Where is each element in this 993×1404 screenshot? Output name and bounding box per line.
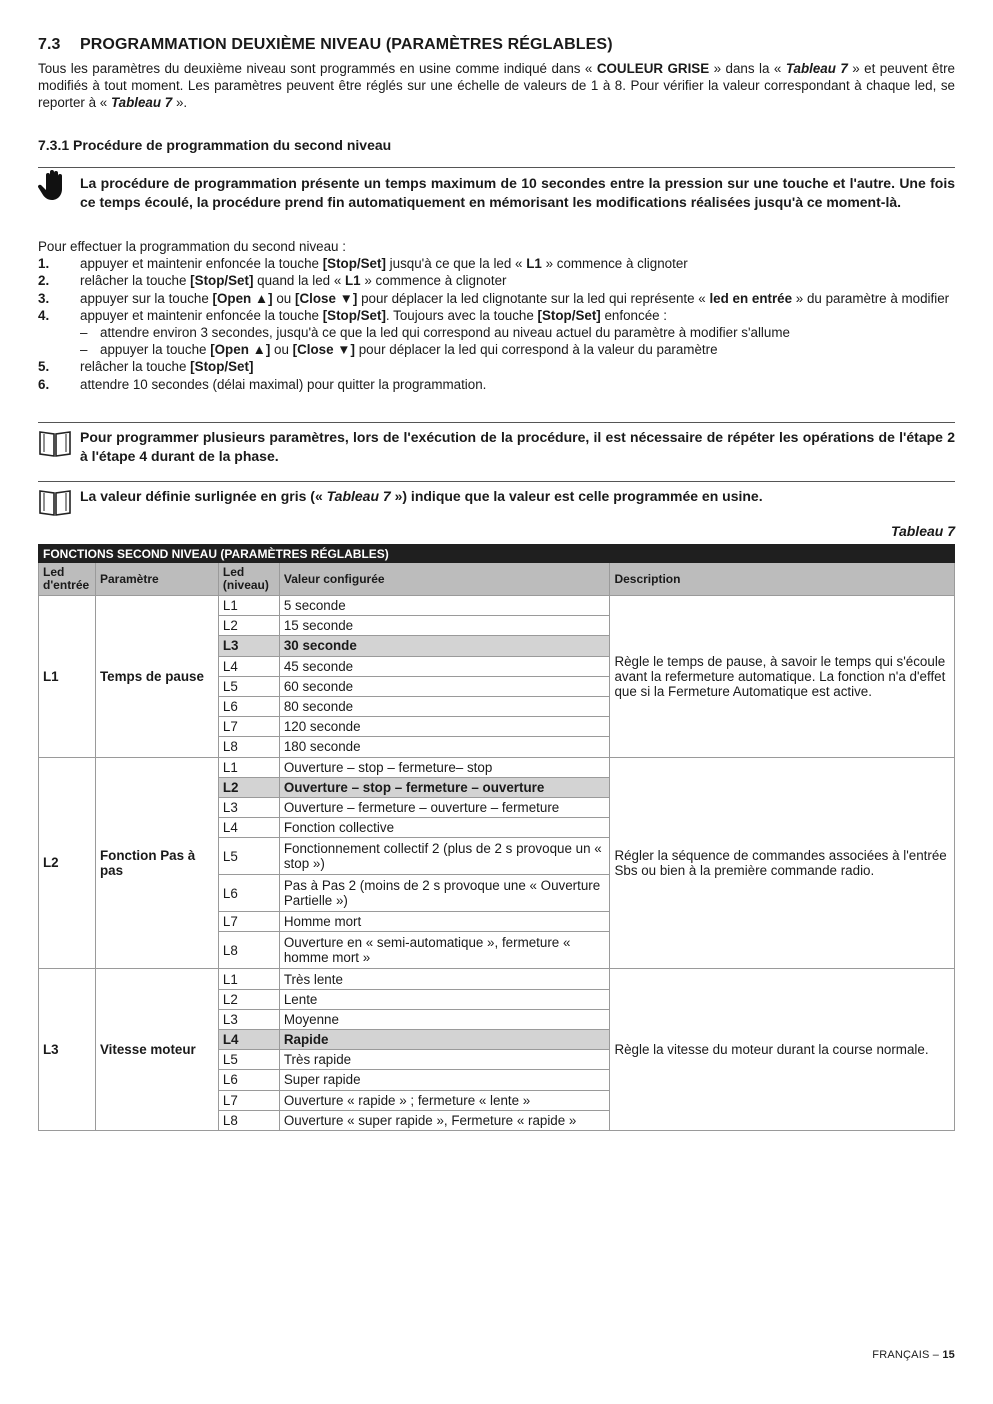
description-cell: Règle le temps de pause, à savoir le temps qui s'écoule avant la refermeture automatique. La fonction n'a d'effet que si la Fermeture Automatique est active.	[610, 596, 955, 758]
book-note-text: La valeur définie surlignée en gris (« Tableau 7 ») indique que la valeur est celle programmée en usine.	[80, 488, 763, 504]
section-number: 7.3	[38, 36, 61, 53]
level-led-cell: L3	[218, 1009, 279, 1029]
footer-language: FRANÇAIS –	[872, 1349, 943, 1361]
table-reference: Tableau 7	[785, 61, 848, 76]
level-led-cell: L3	[218, 636, 279, 656]
intro-text: ».	[172, 95, 188, 110]
value-cell: 120 seconde	[279, 717, 610, 737]
level-led-cell: L3	[218, 797, 279, 817]
header-param: Paramètre	[95, 563, 218, 596]
step-3: 3. appuyer sur la touche [Open ▲] ou [Close ▼] pour déplacer la led clignotante sur la led qui représente « led en entrée » du paramètre à modifier	[38, 290, 950, 306]
step-4-sub-b: – appuyer la touche [Open ▲] ou [Close ▼] pour déplacer la led qui correspond à la valeur du paramètre	[80, 342, 718, 358]
subsection-heading	[38, 137, 391, 153]
step-4: 4. appuyer et maintenir enfoncée la touche [Stop/Set]. Toujours avec la touche [Stop/Set] enfoncée :	[38, 307, 668, 323]
subsection-number: 7.3.1	[38, 137, 70, 153]
table-row	[39, 596, 955, 616]
input-led-cell: L1	[39, 596, 96, 758]
parameter-cell: Temps de pause	[95, 596, 218, 758]
table-title: FONCTIONS SECOND NIVEAU (PARAMÈTRES RÉGLABLES)	[39, 545, 955, 563]
level-led-cell: L5	[218, 676, 279, 696]
intro-paragraph	[38, 60, 955, 111]
level-led-cell: L7	[218, 912, 279, 932]
input-led-cell: L2	[39, 757, 96, 969]
book-note-text: Pour programmer plusieurs paramètres, lors de l'exécution de la procédure, il est nécessaire de répéter les opérations de l'étape 2 à l'étape 4 durant de la phase.	[80, 429, 955, 464]
step-number: 4.	[38, 307, 50, 323]
value-cell: 30 seconde	[279, 636, 610, 656]
section-heading	[38, 36, 613, 54]
description-cell: Régler la séquence de commandes associées à l'entrée Sbs ou bien à la première commande radio.	[610, 757, 955, 969]
value-cell: 80 seconde	[279, 696, 610, 716]
level-led-cell: L4	[218, 1030, 279, 1050]
page-footer	[872, 1349, 955, 1361]
level-led-cell: L4	[218, 656, 279, 676]
intro-bold: COULEUR GRISE	[596, 61, 710, 76]
intro-text: » dans la «	[709, 61, 786, 76]
value-cell: 5 seconde	[279, 596, 610, 616]
parameter-cell: Vitesse moteur	[95, 969, 218, 1131]
value-cell: Fonction collective	[279, 818, 610, 838]
book-icon	[38, 485, 72, 519]
input-led-cell: L3	[39, 969, 96, 1131]
value-cell: Homme mort	[279, 912, 610, 932]
parameters-table	[38, 544, 955, 1131]
level-led-cell: L1	[218, 969, 279, 989]
value-cell: Très rapide	[279, 1050, 610, 1070]
parameter-cell: Fonction Pas à pas	[95, 757, 218, 969]
value-cell: Ouverture – stop – fermeture – ouverture	[279, 777, 610, 797]
subsection-title: Procédure de programmation du second niveau	[73, 137, 392, 153]
header-value: Valeur configurée	[279, 563, 610, 596]
intro-text: Tous les paramètres du deuxième niveau sont programmés en usine comme indiqué dans «	[38, 61, 597, 76]
step-number: 6.	[38, 376, 50, 392]
description-cell: Règle la vitesse du moteur durant la course normale.	[610, 969, 955, 1131]
level-led-cell: L2	[218, 989, 279, 1009]
value-cell: Ouverture – fermeture – ouverture – fermeture	[279, 797, 610, 817]
header-description: Description	[610, 563, 955, 596]
divider	[38, 167, 955, 168]
table-caption: Tableau 7	[890, 523, 955, 539]
value-cell: 180 seconde	[279, 737, 610, 757]
step-number: 3.	[38, 290, 50, 306]
value-cell: 60 seconde	[279, 676, 610, 696]
level-led-cell: L6	[218, 875, 279, 912]
step-1: 1. appuyer et maintenir enfoncée la touche [Stop/Set] jusqu'à ce que la led « L1 » commence à clignoter	[38, 256, 688, 272]
step-6: 6. attendre 10 secondes (délai maximal) pour quitter la programmation.	[38, 376, 487, 392]
divider	[38, 422, 955, 423]
divider	[38, 481, 955, 482]
level-led-cell: L5	[218, 1050, 279, 1070]
step-5: 5. relâcher la touche [Stop/Set]	[38, 359, 254, 375]
steps-list	[38, 238, 955, 393]
section-title: PROGRAMMATION DEUXIÈME NIVEAU (PARAMÈTRES RÉGLABLES)	[80, 36, 613, 53]
level-led-cell: L6	[218, 1070, 279, 1090]
step-2: 2. relâcher la touche [Stop/Set] quand la led « L1 » commence à clignoter	[38, 273, 507, 289]
step-number: 1.	[38, 256, 50, 272]
steps-intro: Pour effectuer la programmation du second niveau :	[38, 239, 346, 254]
value-cell: Ouverture « super rapide », Fermeture « rapide »	[279, 1110, 610, 1130]
level-led-cell: L8	[218, 1110, 279, 1130]
value-cell: 15 seconde	[279, 616, 610, 636]
table-body	[39, 596, 955, 1131]
step-number: 2.	[38, 273, 50, 289]
table-row	[39, 757, 955, 777]
value-cell: Fonctionnement collectif 2 (plus de 2 s provoque un « stop »)	[279, 838, 610, 875]
value-cell: Super rapide	[279, 1070, 610, 1090]
value-cell: Lente	[279, 989, 610, 1009]
level-led-cell: L1	[218, 757, 279, 777]
value-cell: 45 seconde	[279, 656, 610, 676]
step-4-sub-a: – attendre environ 3 secondes, jusqu'à ce que la led qui correspond au niveau actuel du paramètre à modifier s'allume	[80, 325, 790, 341]
header-led-level: Led (niveau)	[218, 563, 279, 596]
level-led-cell: L8	[218, 932, 279, 969]
level-led-cell: L1	[218, 596, 279, 616]
level-led-cell: L2	[218, 616, 279, 636]
value-cell: Rapide	[279, 1030, 610, 1050]
level-led-cell: L5	[218, 838, 279, 875]
value-cell: Ouverture « rapide » ; fermeture « lente »	[279, 1090, 610, 1110]
value-cell: Moyenne	[279, 1009, 610, 1029]
level-led-cell: L7	[218, 1090, 279, 1110]
value-cell: Très lente	[279, 969, 610, 989]
level-led-cell: L2	[218, 777, 279, 797]
table-reference: Tableau 7	[110, 95, 173, 110]
page-number: 15	[942, 1349, 955, 1361]
value-cell: Ouverture – stop – fermeture– stop	[279, 757, 610, 777]
book-icon	[38, 426, 72, 460]
intro-text: » et peuvent être modifiés à tout moment. Les paramètres peuvent être réglés sur une échelle de valeurs de 1 à 8. Pour vérifier la valeur correspondant à chaque led, se reporter à «	[38, 61, 955, 110]
level-led-cell: L4	[218, 818, 279, 838]
table-row	[39, 969, 955, 989]
value-cell: Pas à Pas 2 (moins de 2 s provoque une « Ouverture Partielle »)	[279, 875, 610, 912]
level-led-cell: L7	[218, 717, 279, 737]
warning-text: La procédure de programmation présente un temps maximum de 10 secondes entre la pression sur une touche et l'autre. Une fois ce temps écoulé, la procédure prend fin automatiquement en mémorisant les modifications réalisées jusqu'à ce moment-là.	[80, 175, 955, 210]
value-cell: Ouverture en « semi-automatique », fermeture « homme mort »	[279, 932, 610, 969]
header-led-input: Led d'entrée	[39, 563, 96, 596]
level-led-cell: L8	[218, 737, 279, 757]
level-led-cell: L6	[218, 696, 279, 716]
hand-stop-icon	[38, 169, 72, 203]
step-number: 5.	[38, 359, 50, 375]
